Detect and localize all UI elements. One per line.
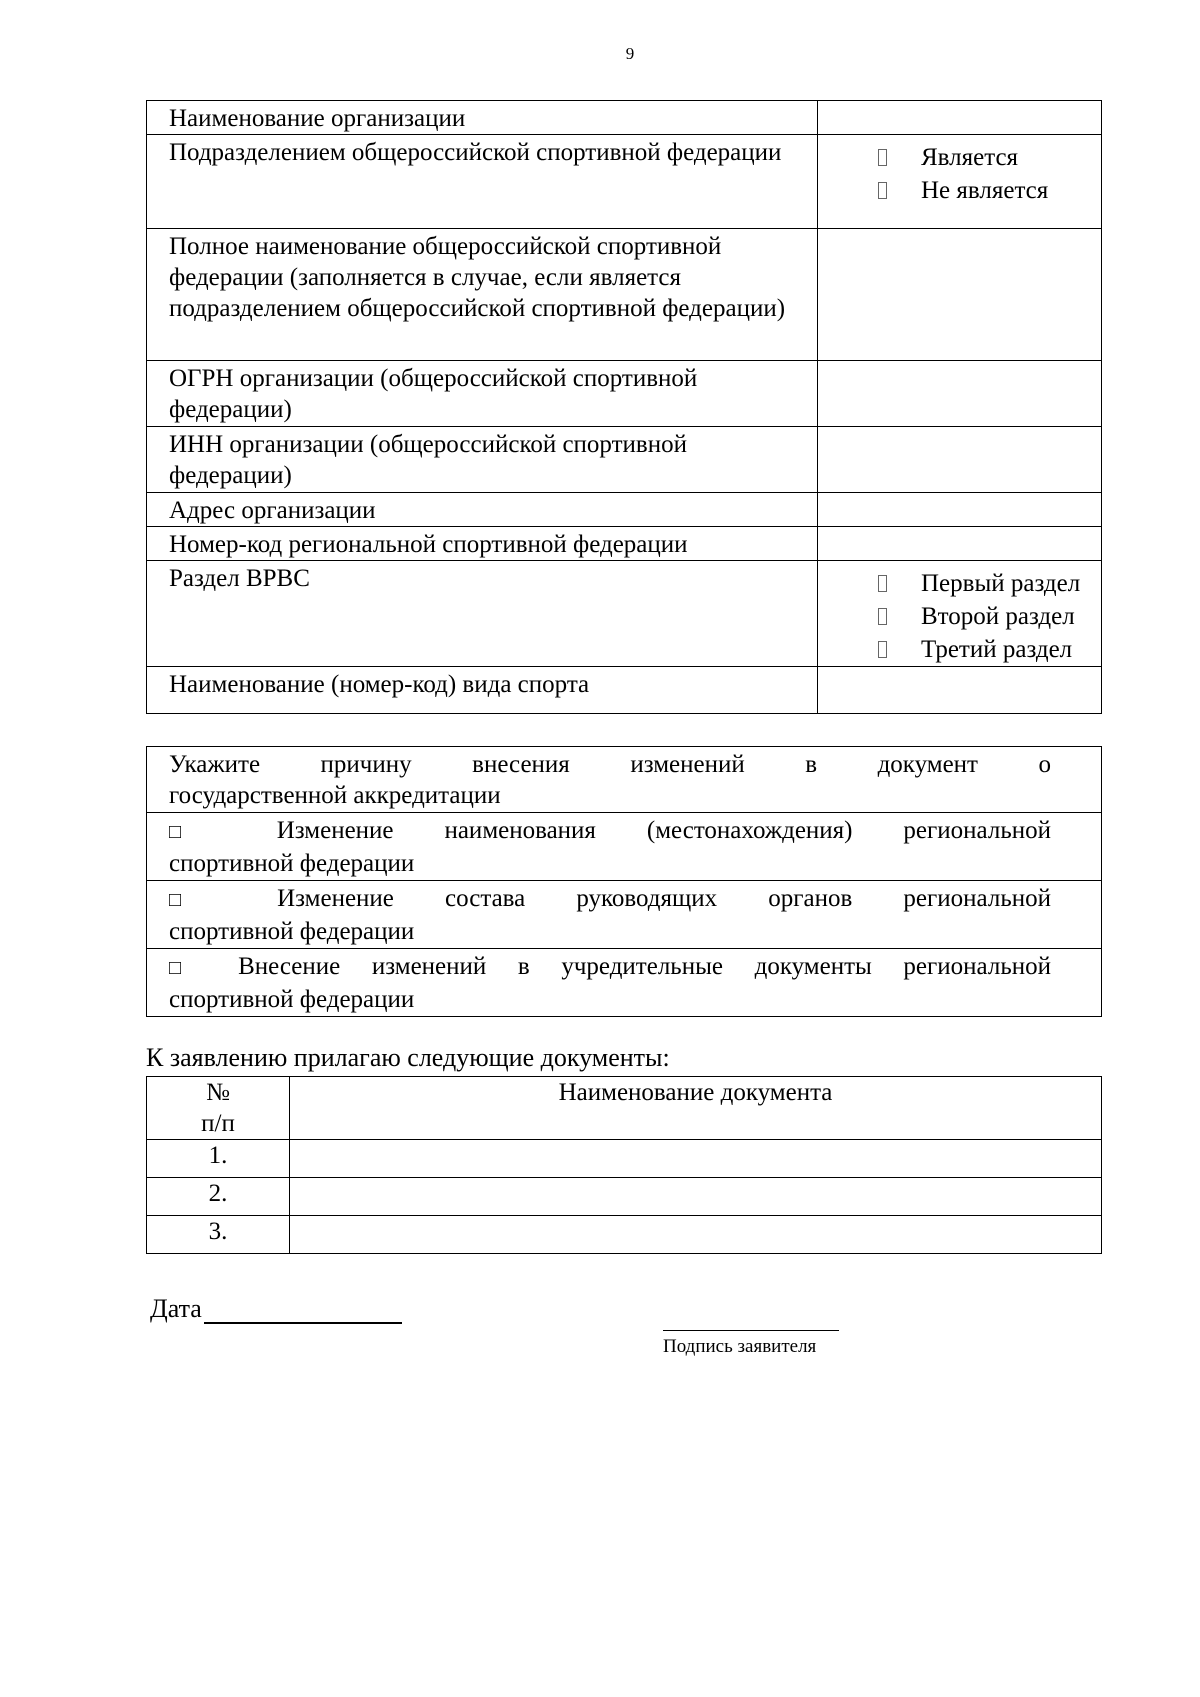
change-reason-table <box>146 746 1102 1017</box>
row-number: 2. <box>147 1178 290 1216</box>
option-label: Второй раздел <box>921 603 1075 630</box>
option-label: Первый раздел <box>921 570 1081 597</box>
row-number: 3. <box>147 1216 290 1254</box>
checkbox-icon[interactable]: □ <box>169 957 207 979</box>
option-section-1[interactable] <box>878 567 1101 600</box>
row-number: 1. <box>147 1140 290 1178</box>
options-list <box>818 563 1101 666</box>
signature-line[interactable] <box>663 1330 839 1331</box>
table-row <box>147 1178 1102 1216</box>
table-row <box>147 747 1102 813</box>
field-label: Раздел ВРВС <box>147 561 818 667</box>
options-list <box>818 137 1101 207</box>
page-number: 9 <box>625 44 635 63</box>
checkbox-icon[interactable] <box>878 149 887 166</box>
field-label: Наименование (номер-код) вида спорта <box>147 667 818 714</box>
table-header-row <box>147 1077 1102 1140</box>
checkbox-icon[interactable] <box>878 182 887 199</box>
table-row <box>147 229 1102 361</box>
organization-info-table <box>146 100 1102 714</box>
field-label: Наименование организации <box>147 101 818 135</box>
table-row <box>147 881 1102 949</box>
document-name-cell[interactable] <box>290 1216 1102 1254</box>
field-value-cell[interactable] <box>818 493 1102 527</box>
reason-option-line1: Внесение изменений в учредительные документы региональной <box>238 953 1051 980</box>
checkbox-icon[interactable]: □ <box>169 821 226 843</box>
reason-option-charter[interactable] <box>147 949 1102 1017</box>
option-label: Третий раздел <box>921 636 1073 663</box>
reason-option-line2: спортивной федерации <box>169 850 415 877</box>
table-row <box>147 135 1102 229</box>
table-row <box>147 527 1102 561</box>
checkbox-icon[interactable]: □ <box>169 889 226 911</box>
table-row <box>147 667 1102 714</box>
checkbox-icon[interactable] <box>878 608 887 625</box>
reason-header-line2: государственной аккредитации <box>169 782 501 809</box>
field-label: Полное наименование общероссийской спортивной федерации (заполняется в случае, если является подразделением общероссийской спортивной федерации) <box>147 229 818 361</box>
field-label: ОГРН организации (общероссийской спортивной федерации) <box>147 361 818 427</box>
option-not-subdivision[interactable] <box>878 174 1101 207</box>
table-row <box>147 427 1102 493</box>
signature-caption: Подпись заявителя <box>663 1336 817 1357</box>
option-label: Не является <box>921 177 1049 204</box>
table-row <box>147 493 1102 527</box>
table-row <box>147 1140 1102 1178</box>
table-row <box>147 561 1102 667</box>
reason-header-line1: Укажите причину внесения изменений в документ о <box>169 751 1051 778</box>
reason-option-governance[interactable] <box>147 881 1102 949</box>
reason-option-line1: Изменение наименования (местонахождения) региональной <box>276 817 1051 844</box>
field-value-cell[interactable] <box>818 527 1102 561</box>
field-options-cell <box>818 135 1102 229</box>
checkbox-icon[interactable] <box>878 575 887 592</box>
column-header-name: Наименование документа <box>290 1077 1102 1140</box>
reason-option-line2: спортивной федерации <box>169 918 415 945</box>
field-value-cell[interactable] <box>818 229 1102 361</box>
attachments-table <box>146 1076 1102 1254</box>
table-row <box>147 361 1102 427</box>
field-value-cell[interactable] <box>818 101 1102 135</box>
table-row <box>147 1216 1102 1254</box>
field-label: Номер-код региональной спортивной федерации <box>147 527 818 561</box>
field-label: ИНН организации (общероссийской спортивной федерации) <box>147 427 818 493</box>
option-section-2[interactable] <box>878 600 1101 633</box>
field-label: Адрес организации <box>147 493 818 527</box>
date-blank[interactable] <box>204 1298 402 1324</box>
attachments-caption: К заявлению прилагаю следующие документы: <box>146 1043 670 1072</box>
document-name-cell[interactable] <box>290 1140 1102 1178</box>
table-row <box>147 101 1102 135</box>
date-label: Дата <box>150 1294 202 1323</box>
reason-option-rename[interactable] <box>147 813 1102 881</box>
option-section-3[interactable] <box>878 633 1101 666</box>
checkbox-icon[interactable] <box>878 641 887 658</box>
field-value-cell[interactable] <box>818 361 1102 427</box>
reason-option-line2: спортивной федерации <box>169 986 415 1013</box>
document-name-cell[interactable] <box>290 1178 1102 1216</box>
table-row <box>147 949 1102 1017</box>
reason-option-line1: Изменение состава руководящих органов региональной <box>277 885 1051 912</box>
option-is-subdivision[interactable] <box>878 141 1101 174</box>
reason-header <box>147 747 1102 813</box>
option-label: Является <box>921 144 1019 171</box>
field-options-cell <box>818 561 1102 667</box>
date-field <box>150 1294 402 1324</box>
field-value-cell[interactable] <box>818 427 1102 493</box>
field-label: Подразделением общероссийской спортивной федерации <box>147 135 818 229</box>
table-row <box>147 813 1102 881</box>
field-value-cell[interactable] <box>818 667 1102 714</box>
column-header-number: № п/п <box>147 1077 290 1140</box>
